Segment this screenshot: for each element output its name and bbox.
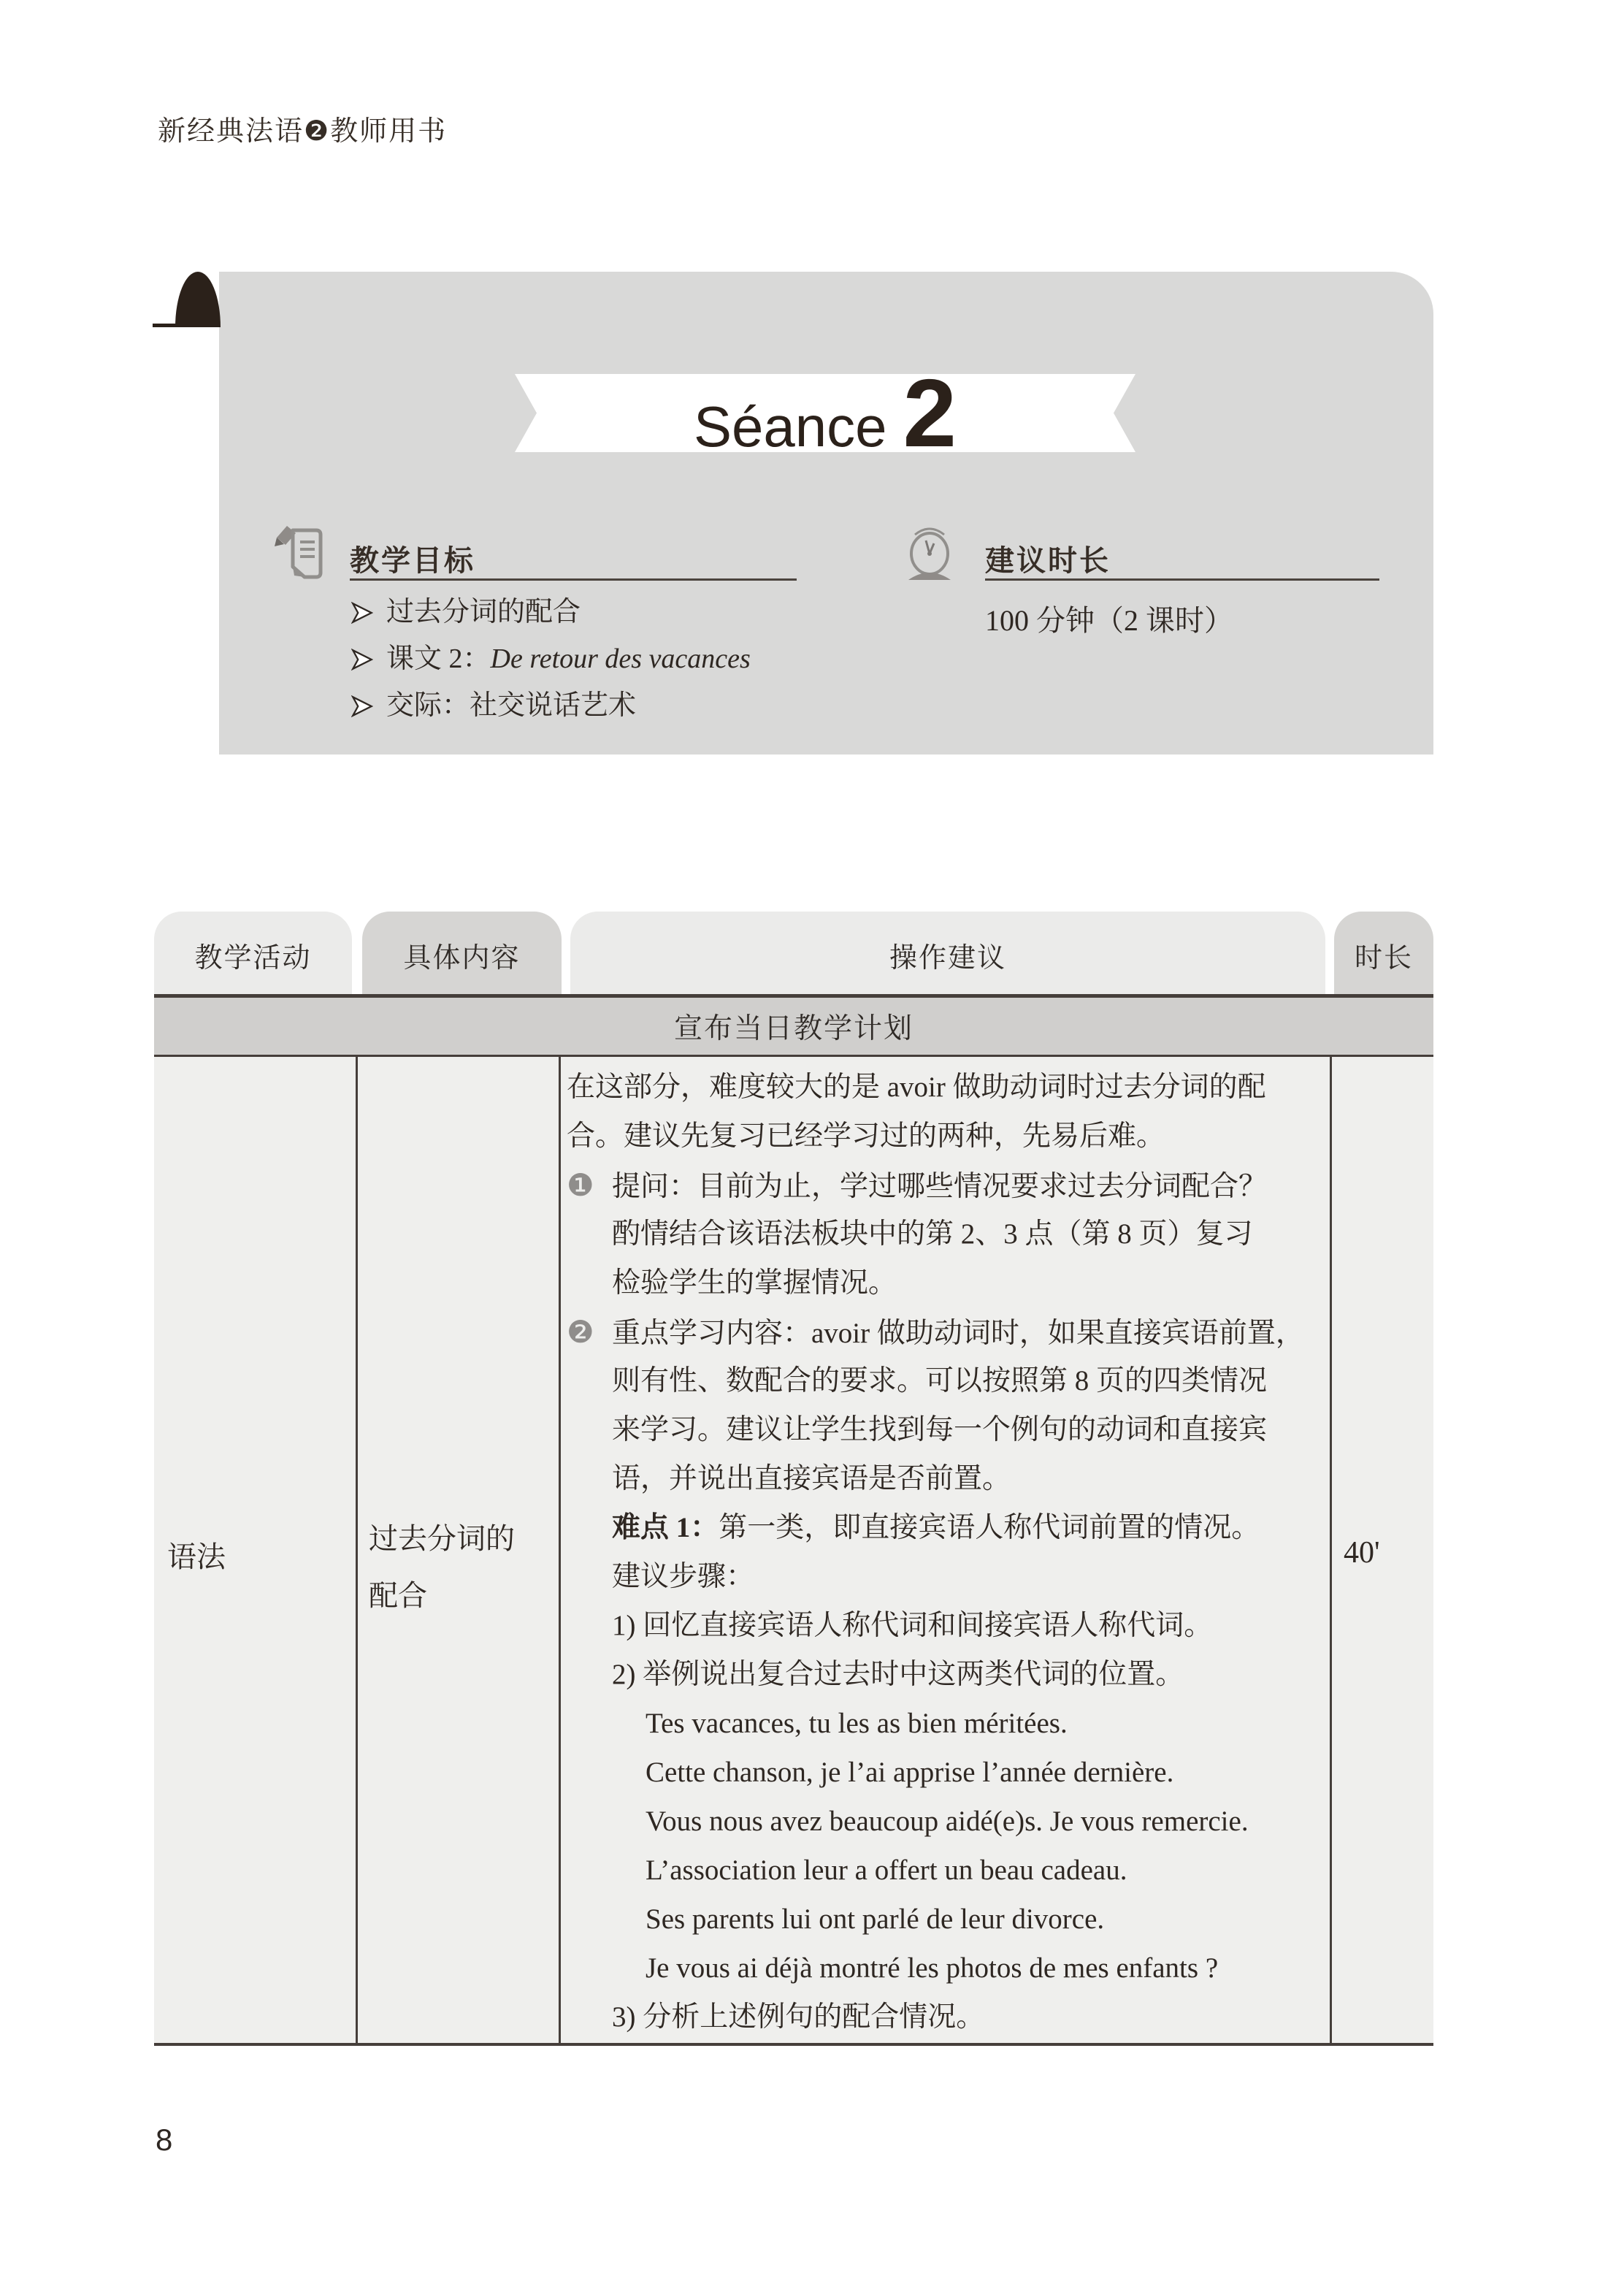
objectives-list [351,589,906,729]
suggestion-line [567,1797,1326,1846]
suggestion-text: Vous nous avez beaucoup aidé(e)s. Je vous remercie. [646,1806,1249,1837]
suggestion-text: Je vous ai déjà montré les photos de mes enfants ? [646,1952,1219,1984]
suggestion-line [567,1503,1326,1552]
suggestion-line [567,1552,1326,1601]
suggestion-text: 合。建议先复习已经学习过的两种，先易后难。 [567,1120,1165,1152]
suggestion-text: 来学习。建议让学生找到每一个例句的动词和直接宾 [612,1414,1268,1445]
suggestion-line [567,1601,1326,1650]
arrow-bullet-icon [351,695,373,717]
suggestion-text: 检验学生的掌握情况。 [612,1267,897,1299]
circled-number-marker: ❷ [567,1314,594,1350]
objective-french-text: De retour des vacances [490,643,751,674]
suggestion-text: Cette chanson, je l’ai apprise l’année dernière. [646,1757,1174,1788]
suggestion-text: L’association leur a offert un beau cadeau. [646,1854,1127,1886]
arrow-bullet-icon [351,649,373,671]
banner-corner-dome-icon [175,272,221,327]
suggestion-text: 2) 举例说出复合过去时中这两类代词的位置。 [612,1659,1184,1690]
suggestion-line [567,1258,1326,1307]
column-header-duration: 时长 [1334,912,1433,998]
circled-number-marker: ❶ [567,1167,594,1203]
suggestion-text: 3) 分析上述例句的配合情况。 [612,2001,985,2033]
suggestion-text: 重点学习内容：avoir 做助动词时，如果直接宾语前置， [612,1318,1304,1349]
duration-cell: 40' [1344,1536,1380,1570]
column-header-suggestion: 操作建议 [570,912,1325,998]
objective-text: 过去分词的配合 [386,597,581,627]
activity-cell: 语法 [167,1540,226,1573]
suggestion-line [567,1993,1326,2041]
column-divider [559,1057,561,2043]
objective-item [351,635,906,682]
clock-icon [906,523,953,583]
suggestion-line [567,1895,1326,1944]
suggestion-line [567,1161,1326,1210]
seance-title [515,359,1135,467]
suggestion-line [567,1210,1326,1258]
suggestion-line [567,1307,1326,1356]
page-number: 8 [156,2123,173,2157]
suggestion-line [567,1112,1326,1161]
duration-title: 建议时长 [985,545,1111,577]
suggestion-text: 建议步骤： [612,1561,755,1592]
suggestion-line [567,1405,1326,1454]
note-pencil-icon [274,524,325,581]
suggestion-line [567,1944,1326,1993]
duration-value: 100 分钟（2 课时） [985,604,1233,637]
table-section-row [154,998,1433,1055]
suggestion-line [567,1846,1326,1895]
suggestion-text: 提问：目前为止，学过哪些情况要求过去分词配合？ [612,1171,1268,1202]
objective-item [351,589,906,635]
suggestion-line [567,1454,1326,1503]
content-line: 配合 [369,1579,427,1612]
column-divider [356,1057,358,2043]
suggestion-text: Ses parents lui ont parlé de leur divorce. [646,1903,1105,1935]
suggestion-line [567,1650,1326,1699]
objectives-underline [350,578,797,581]
column-divider [1330,1057,1332,2043]
bold-lead-text: 难点 1： [612,1512,719,1543]
suggestion-line [567,1748,1326,1797]
objective-item [351,682,906,729]
suggestion-text: Tes vacances, tu les as bien méritées. [646,1708,1068,1739]
suggestion-text: 1) 回忆直接宾语人称代词和间接宾语人称代词。 [612,1610,1213,1641]
column-header-content: 具体内容 [362,912,562,998]
objective-text: 课文 2： [386,643,491,674]
suggestion-text: 第一类，即直接宾语人称代词前置的情况。 [719,1512,1260,1543]
table-bottom-border [154,2043,1433,2046]
suggestion-line [567,1699,1326,1748]
banner-corner-line [153,324,194,327]
page-header [158,108,447,148]
header-book-type: 教师用书 [330,116,448,147]
arrow-bullet-icon [351,602,373,624]
seance-label: Séance [694,394,887,459]
suggestion-text: 语，并说出直接宾语是否前置。 [612,1463,1011,1494]
suggestion-text: 酌情结合该语法板块中的第 2、3 点（第 8 页）复习 [612,1218,1253,1250]
seance-number: 2 [903,359,957,467]
column-header-activity: 教学活动 [154,912,352,998]
suggestion-line [567,1063,1326,1112]
suggestion-line [567,1356,1326,1405]
content-cell [369,1510,551,1624]
section-row-title: 宣布当日教学计划 [673,1013,914,1044]
suggestions-list [567,1063,1326,2041]
header-series-title: 新经典法语 [158,116,304,147]
objectives-title: 教学目标 [350,545,475,577]
duration-underline [985,578,1379,581]
header-volume-badge: ❷ [304,116,331,147]
content-line: 过去分词的 [369,1522,515,1555]
objective-text: 交际：社交说话艺术 [386,690,637,721]
suggestion-text: 则有性、数配合的要求。可以按照第 8 页的四类情况 [612,1365,1268,1397]
suggestion-text: 在这部分，难度较大的是 avoir 做助动词时过去分词的配 [567,1071,1266,1103]
